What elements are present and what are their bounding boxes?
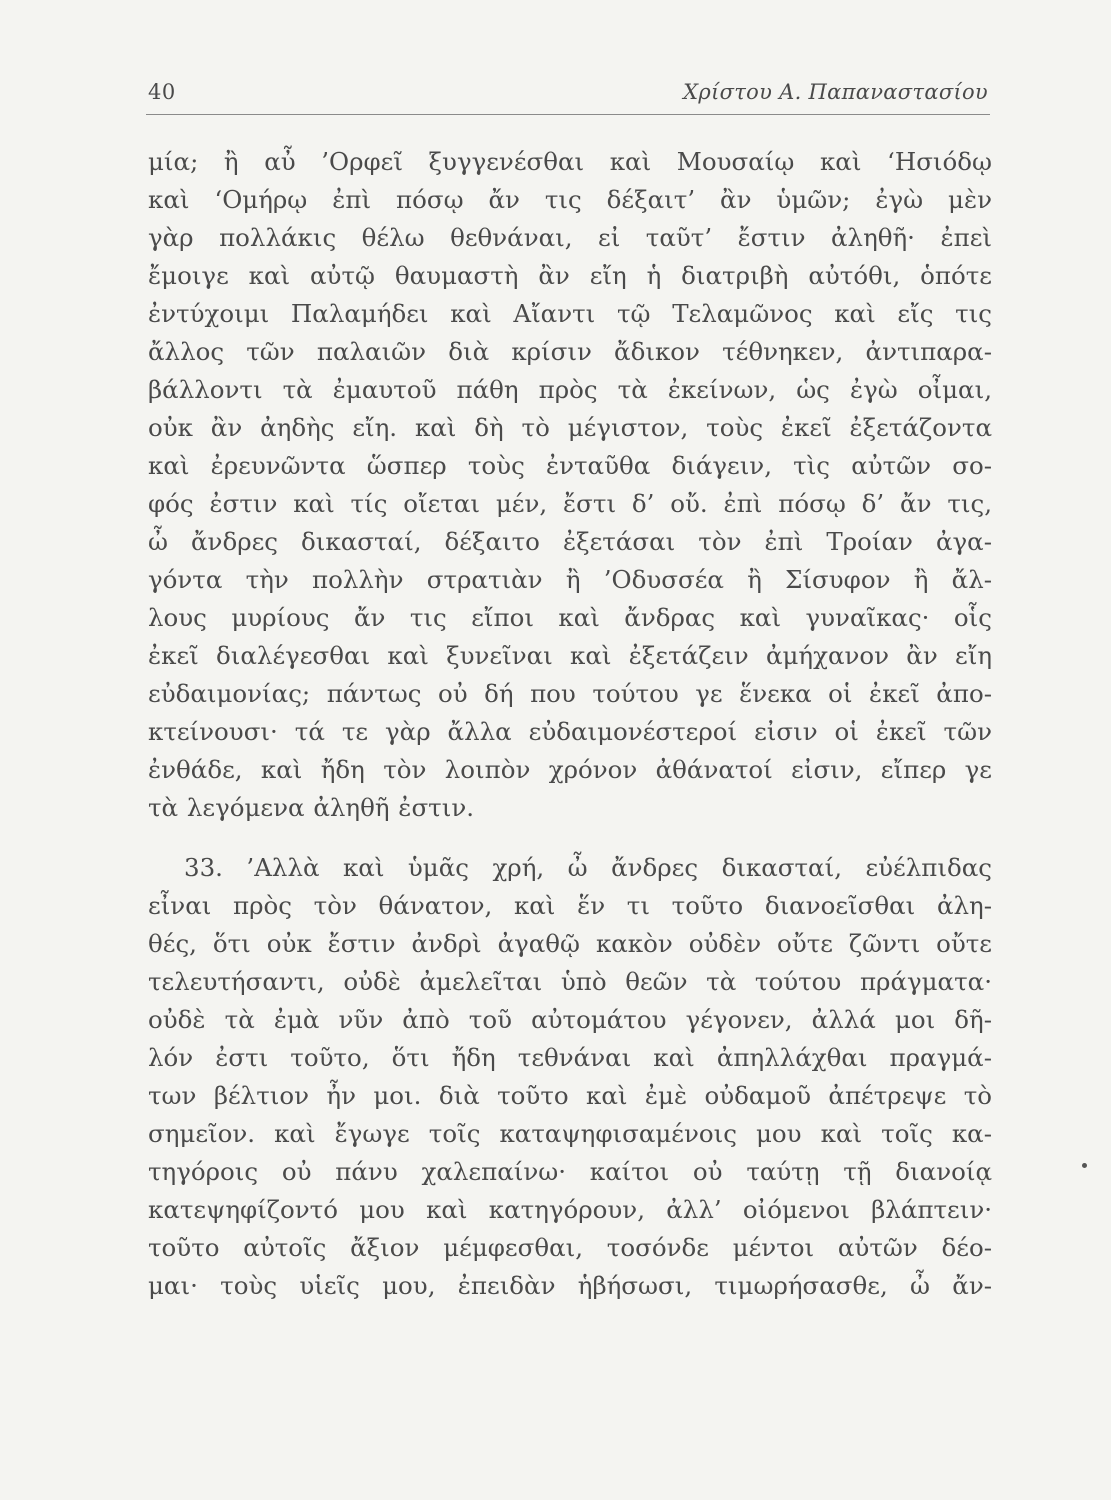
running-head: Χρίστου Α. Παπαναστασίου xyxy=(683,80,988,104)
page-number: 40 xyxy=(148,80,176,104)
text-line: λους μυρίους ἄν τις εἴποι καὶ ἄνδρας καὶ γυναῖκας· οἷς xyxy=(148,603,992,632)
text-line: των βέλτιον ἦν μοι. διὰ τοῦτο καὶ ἐμὲ οὐδαμοῦ ἀπέτρεψε τὸ xyxy=(148,1081,992,1110)
text-line: 33. ’Αλλὰ καὶ ὑμᾶς χρή, ὦ ἄνδρες δικασταί, εὐέλπιδας xyxy=(184,853,992,882)
text-line: εἶναι πρὸς τὸν θάνατον, καὶ ἕν τι τοῦτο διανοεῖσθαι ἀλη- xyxy=(148,891,992,920)
text-line: γόντα τὴν πολλὴν στρατιὰν ἢ ’Οδυσσέα ἢ Σίσυφον ἢ ἄλ- xyxy=(148,565,992,594)
text-line: καὶ ἐρευνῶντα ὥσπερ τοὺς ἐνταῦθα διάγειν, τὶς αὐτῶν σο- xyxy=(148,451,992,480)
text-line: γὰρ πολλάκις θέλω θεθνάναι, εἰ ταῦτ’ ἔστιν ἀληθῆ· ἐπεὶ xyxy=(148,223,992,252)
text-line: φός ἐστιν καὶ τίς οἴεται μέν, ἔστι δ’ οὔ. ἐπὶ πόσῳ δ’ ἄν τις, xyxy=(148,489,992,518)
text-line: ἐντύχοιμι Παλαμήδει καὶ Αἴαντι τῷ Τελαμῶνος καὶ εἴς τις xyxy=(148,299,992,328)
paragraph-gap xyxy=(148,827,992,849)
text-line: καὶ ‘Ομήρῳ ἐπὶ πόσῳ ἄν τις δέξαιτ’ ἂν ὑμῶν; ἐγὼ μὲν xyxy=(148,185,992,214)
text-line: ἐκεῖ διαλέγεσθαι καὶ ξυνεῖναι καὶ ἐξετάζειν ἀμήχανον ἂν εἴη xyxy=(148,641,992,670)
text-line: εὐδαιμονίας; πάντως οὐ δή που τούτου γε ἕνεκα οἱ ἐκεῖ ἀπο- xyxy=(148,679,992,708)
text-line: μαι· τοὺς υἱεῖς μου, ἐπειδὰν ἡβήσωσι, τιμωρήσασθε, ὦ ἄν- xyxy=(148,1271,992,1300)
text-line: θές, ὅτι οὐκ ἔστιν ἀνδρὶ ἀγαθῷ κακὸν οὐδὲν οὔτε ζῶντι οὔτε xyxy=(148,929,992,958)
text-line: τὰ λεγόμενα ἀληθῆ ἐστιν. xyxy=(148,793,475,822)
stray-mark-dot xyxy=(1082,1163,1087,1168)
text-line: τελευτήσαντι, οὐδὲ ἀμελεῖται ὑπὸ θεῶν τὰ τούτου πράγματα· xyxy=(148,967,992,996)
text-line: τηγόροις οὐ πάνυ χαλεπαίνω· καίτοι οὐ ταύτῃ τῇ διανοίᾳ xyxy=(148,1157,992,1186)
paragraph-1 xyxy=(148,143,992,827)
text-line: βάλλοντι τὰ ἐμαυτοῦ πάθη πρὸς τὰ ἐκείνων, ὡς ἐγὼ οἶμαι, xyxy=(148,375,992,404)
body-text xyxy=(148,143,992,1305)
text-line: ὦ ἄνδρες δικασταί, δέξαιτο ἐξετάσαι τὸν ἐπὶ Τροίαν ἀγα- xyxy=(148,527,992,556)
text-line: μία; ἢ αὖ ’Ορφεῖ ξυγγενέσθαι καὶ Μουσαίῳ καὶ ‘Ησιόδῳ xyxy=(148,147,992,176)
text-line: κατεψηφίζοντό μου καὶ κατηγόρουν, ἀλλ’ οἰόμενοι βλάπτειν· xyxy=(148,1195,992,1224)
text-line: οὐδὲ τὰ ἐμὰ νῦν ἀπὸ τοῦ αὐτομάτου γέγονεν, ἀλλά μοι δῆ- xyxy=(148,1005,992,1034)
text-line: ἄλλος τῶν παλαιῶν διὰ κρίσιν ἄδικον τέθνηκεν, ἀντιπαρα- xyxy=(148,337,992,366)
text-line: ἔμοιγε καὶ αὐτῷ θαυμαστὴ ἂν εἴη ἡ διατριβὴ αὐτόθι, ὁπότε xyxy=(148,261,992,290)
text-line: σημεῖον. καὶ ἔγωγε τοῖς καταψηφισαμένοις μου καὶ τοῖς κα- xyxy=(148,1119,992,1148)
paragraph-2 xyxy=(148,849,992,1305)
text-line: ἐνθάδε, καὶ ἤδη τὸν λοιπὸν χρόνον ἀθάνατοί εἰσιν, εἴπερ γε xyxy=(148,755,992,784)
text-line: κτείνουσι· τά τε γὰρ ἄλλα εὐδαιμονέστεροί εἰσιν οἱ ἐκεῖ τῶν xyxy=(148,717,992,746)
text-line: λόν ἐστι τοῦτο, ὅτι ἤδη τεθνάναι καὶ ἀπηλλάχθαι πραγμά- xyxy=(148,1043,992,1072)
page-header xyxy=(146,74,990,115)
text-line: οὐκ ἂν ἀηδὴς εἴη. καὶ δὴ τὸ μέγιστον, τοὺς ἐκεῖ ἐξετάζοντα xyxy=(148,413,992,442)
text-line: τοῦτο αὐτοῖς ἄξιον μέμφεσθαι, τοσόνδε μέντοι αὐτῶν δέο- xyxy=(148,1233,992,1262)
